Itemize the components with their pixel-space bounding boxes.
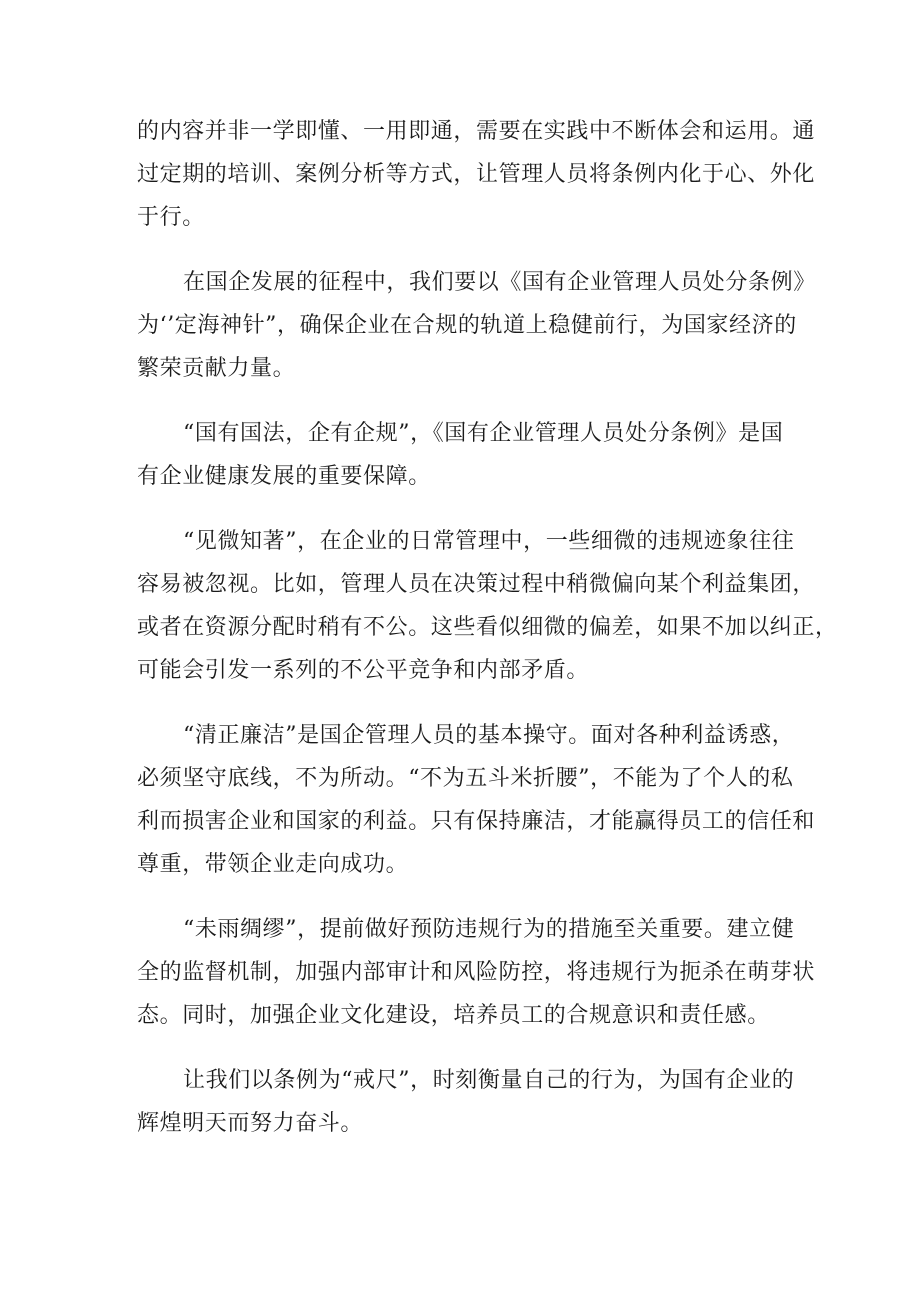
- paragraph-4: [137, 520, 838, 692]
- paragraph-line: 可能会引发一系列的不公平竞争和内部矛盾。: [137, 658, 590, 683]
- paragraph-6: [137, 908, 816, 1037]
- paragraph-line: 让我们以条例为“戒尺”，时刻衡量自己的行为，为国有企业的: [183, 1068, 795, 1093]
- paragraph-line: 在国企发展的征程中，我们要以《国有企业管理人员处分条例》: [183, 270, 816, 295]
- paragraph-line: 繁荣贡献力量。: [137, 356, 296, 381]
- paragraph-line: 利而损害企业和国家的利益。只有保持廉洁，才能赢得员工的信任和: [137, 809, 816, 834]
- paragraph-line: “清正廉洁”是国企管理人员的基本操守。面对各种利益诱惑，: [183, 723, 795, 748]
- paragraph-line: 必须坚守底线，不为所动。“不为五斗米折腰”，不能为了个人的私: [137, 766, 794, 791]
- paragraph-line: 辉煌明天而努力奋斗。: [137, 1111, 364, 1136]
- paragraph-line: “国有国法，企有企规”，《国有企业管理人员处分条例》是国: [183, 421, 784, 446]
- paragraph-5: [137, 714, 816, 886]
- paragraph-3: [137, 412, 793, 498]
- paragraph-line: 容易被忽视。比如，管理人员在决策过程中稍微偏向某个利益集团，: [137, 572, 816, 597]
- paragraph-line: “未雨绸缪”，提前做好预防违规行为的措施至关重要。建立健: [183, 917, 795, 942]
- paragraph-7: [137, 1059, 793, 1145]
- paragraph-2: [137, 261, 816, 390]
- paragraph-line: 过定期的培训、案例分析等方式，让管理人员将条例内化于心、外化: [137, 162, 816, 187]
- paragraph-line: 态。同时，加强企业文化建设，培养员工的合规意识和责任感。: [137, 1003, 770, 1028]
- paragraph-line: 为‘’定海神针”，确保企业在合规的轨道上稳健前行，为国家经济的: [137, 313, 797, 338]
- paragraph-line: 或者在资源分配时稍有不公。这些看似细微的偏差，如果不加以纠正，: [137, 615, 838, 640]
- paragraph-line: 全的监督机制，加强内部审计和风险防控，将违规行为扼杀在萌芽状: [137, 960, 816, 985]
- paragraph-line: 尊重，带领企业走向成功。: [137, 852, 409, 877]
- paragraph-line: 有企业健康发展的重要保障。: [137, 464, 431, 489]
- paragraph-line: 于行。: [137, 205, 205, 230]
- document-body: [137, 110, 838, 1167]
- paragraph-line: 的内容并非一学即懂、一用即通，需要在实践中不断体会和运用。通: [137, 119, 816, 144]
- paragraph-1: [137, 110, 816, 239]
- paragraph-line: “见微知著”，在企业的日常管理中，一些细微的违规迹象往往: [183, 529, 795, 554]
